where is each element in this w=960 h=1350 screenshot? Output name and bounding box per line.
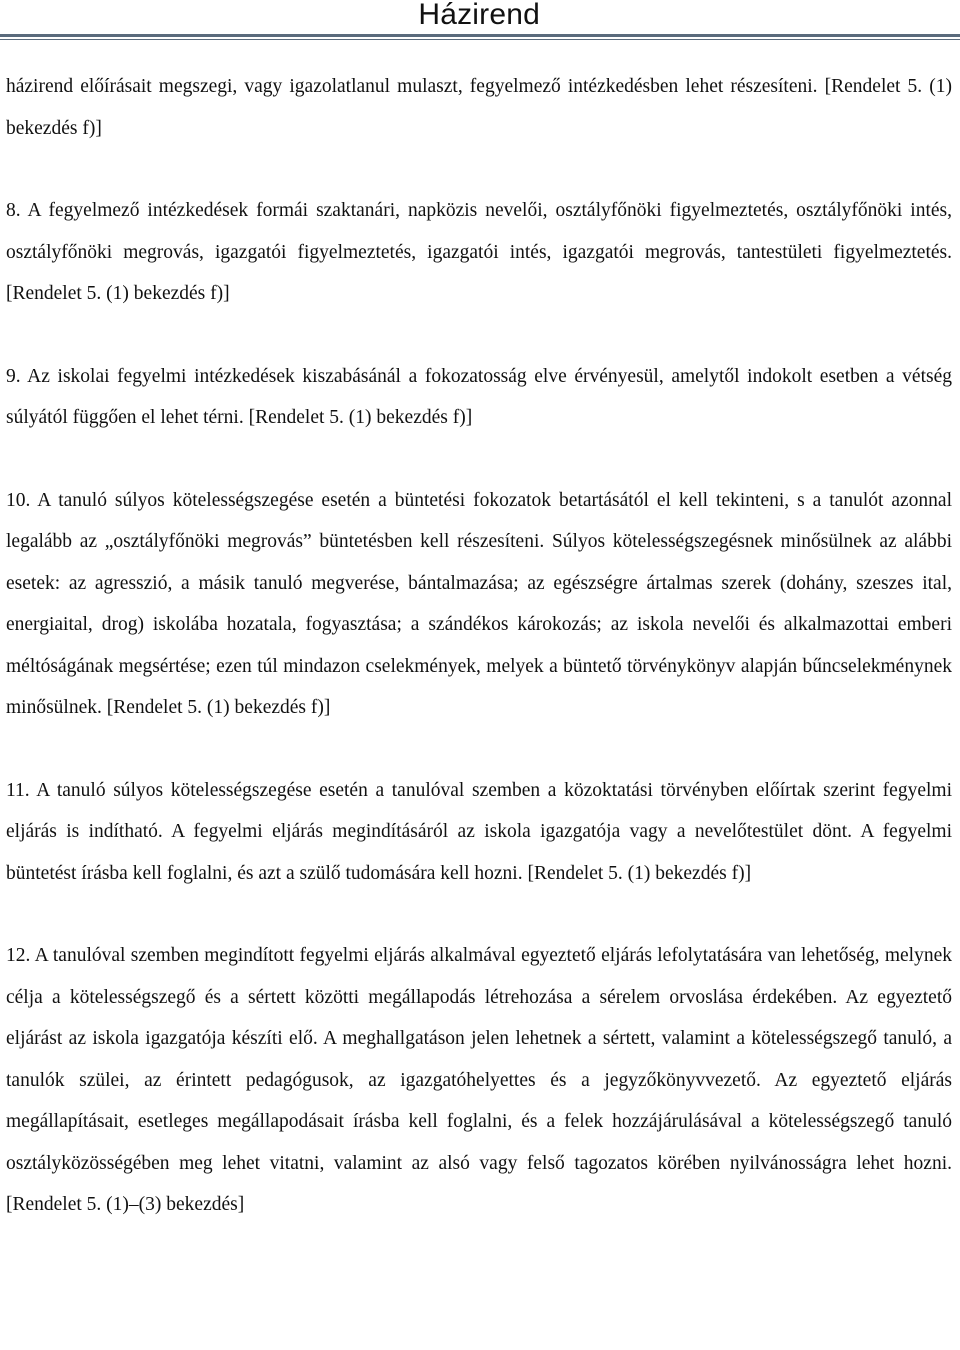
header-divider [0, 34, 960, 37]
document-body [6, 66, 952, 1226]
page-title: Házirend [418, 0, 540, 31]
paragraph-spacer [6, 729, 952, 770]
paragraph-11: 11. A tanuló súlyos kötelességszegése esetén a tanulóval szemben a közoktatási törvényben előírtak szerint fegyelmi eljárás is indítható. A fegyelmi eljárás megindításáról az iskola igazgatója vagy a nevelőtestület dönt. A fegyelmi büntetést írásba kell foglalni, és azt a szülő tudomására kell hozni. [Rendelet 5. (1) bekezdés f)] [6, 779, 952, 884]
paragraph-spacer [6, 315, 952, 356]
header-divider-thin [0, 39, 960, 40]
paragraph-spacer [6, 894, 952, 935]
paragraph-12: 12. A tanulóval szemben megindított fegyelmi eljárás alkalmával egyeztető eljárás lefolytatására van lehetőség, melynek célja a kötelességszegő és a sértett közötti megállapodás létrehozása a sérelem orvoslása érdekében. Az egyeztető eljárást az iskola igazgatója készíti elő. A meghallgatáson jelen lehetnek a sértett, valamint a kötelességszegő tanuló, a tanulók szülei, az érintett pedagógusok, az igazgatóhelyettes és a jegyzőkönyvvezető. Az egyeztető eljárás megállapításait, esetleges megállapodásait írásba kell foglalni, és a felek hozzájárulásával a kötelességszegő tanuló osztályközösségében meg lehet vitatni, valamint az alsó vagy felső tagozatos körében nyilvánosságra lehet hozni. [Rendelet 5. (1)–(3) bekezdés] [6, 945, 952, 1215]
paragraph-10: 10. A tanuló súlyos kötelességszegése esetén a büntetési fokozatok betartásától el kell tekinteni, s a tanulót azonnal legalább az „osztályfőnöki megrovás” büntetésben kell részesíteni. Súlyos kötelességszegésnek minősülnek az alábbi esetek: az agresszió, a másik tanuló megverése, bántalmazása; az egészségre ártalmas szerek (dohány, szeszes ital, energiaital, drog) iskolába hozatala, fogyasztása; a szándékos károkozás; az iskola nevelői és alkalmazottai emberi méltóságának megsértése; ezen túl mindazon cselekmények, melyek a büntető törvénykönyv alapján bűncselekménynek minősülnek. [Rendelet 5. (1) bekezdés f)] [6, 489, 952, 718]
paragraph-9: 9. Az iskolai fegyelmi intézkedések kiszabásánál a fokozatosság elve érvényesül, amelytől indokolt esetben a vétség súlyától függően el lehet térni. [Rendelet 5. (1) bekezdés f)] [6, 365, 952, 428]
page-header [0, 0, 960, 40]
paragraph-continuation: házirend előírásait megszegi, vagy igazolatlanul mulaszt, fegyelmező intézkedésben lehet részesíteni. [Rendelet 5. (1) bekezdés f)] [6, 76, 952, 139]
paragraph-spacer [6, 149, 952, 190]
paragraph-8: 8. A fegyelmező intézkedések formái szaktanári, napközis nevelői, osztályfőnöki figyelmeztetés, osztályfőnöki intés, osztályfőnöki megrovás, igazgatói figyelmeztetés, igazgatói intés, igazgatói megrovás, tantestületi figyelmeztetés. [Rendelet 5. (1) bekezdés f)] [6, 200, 952, 304]
paragraph-spacer [6, 439, 952, 480]
